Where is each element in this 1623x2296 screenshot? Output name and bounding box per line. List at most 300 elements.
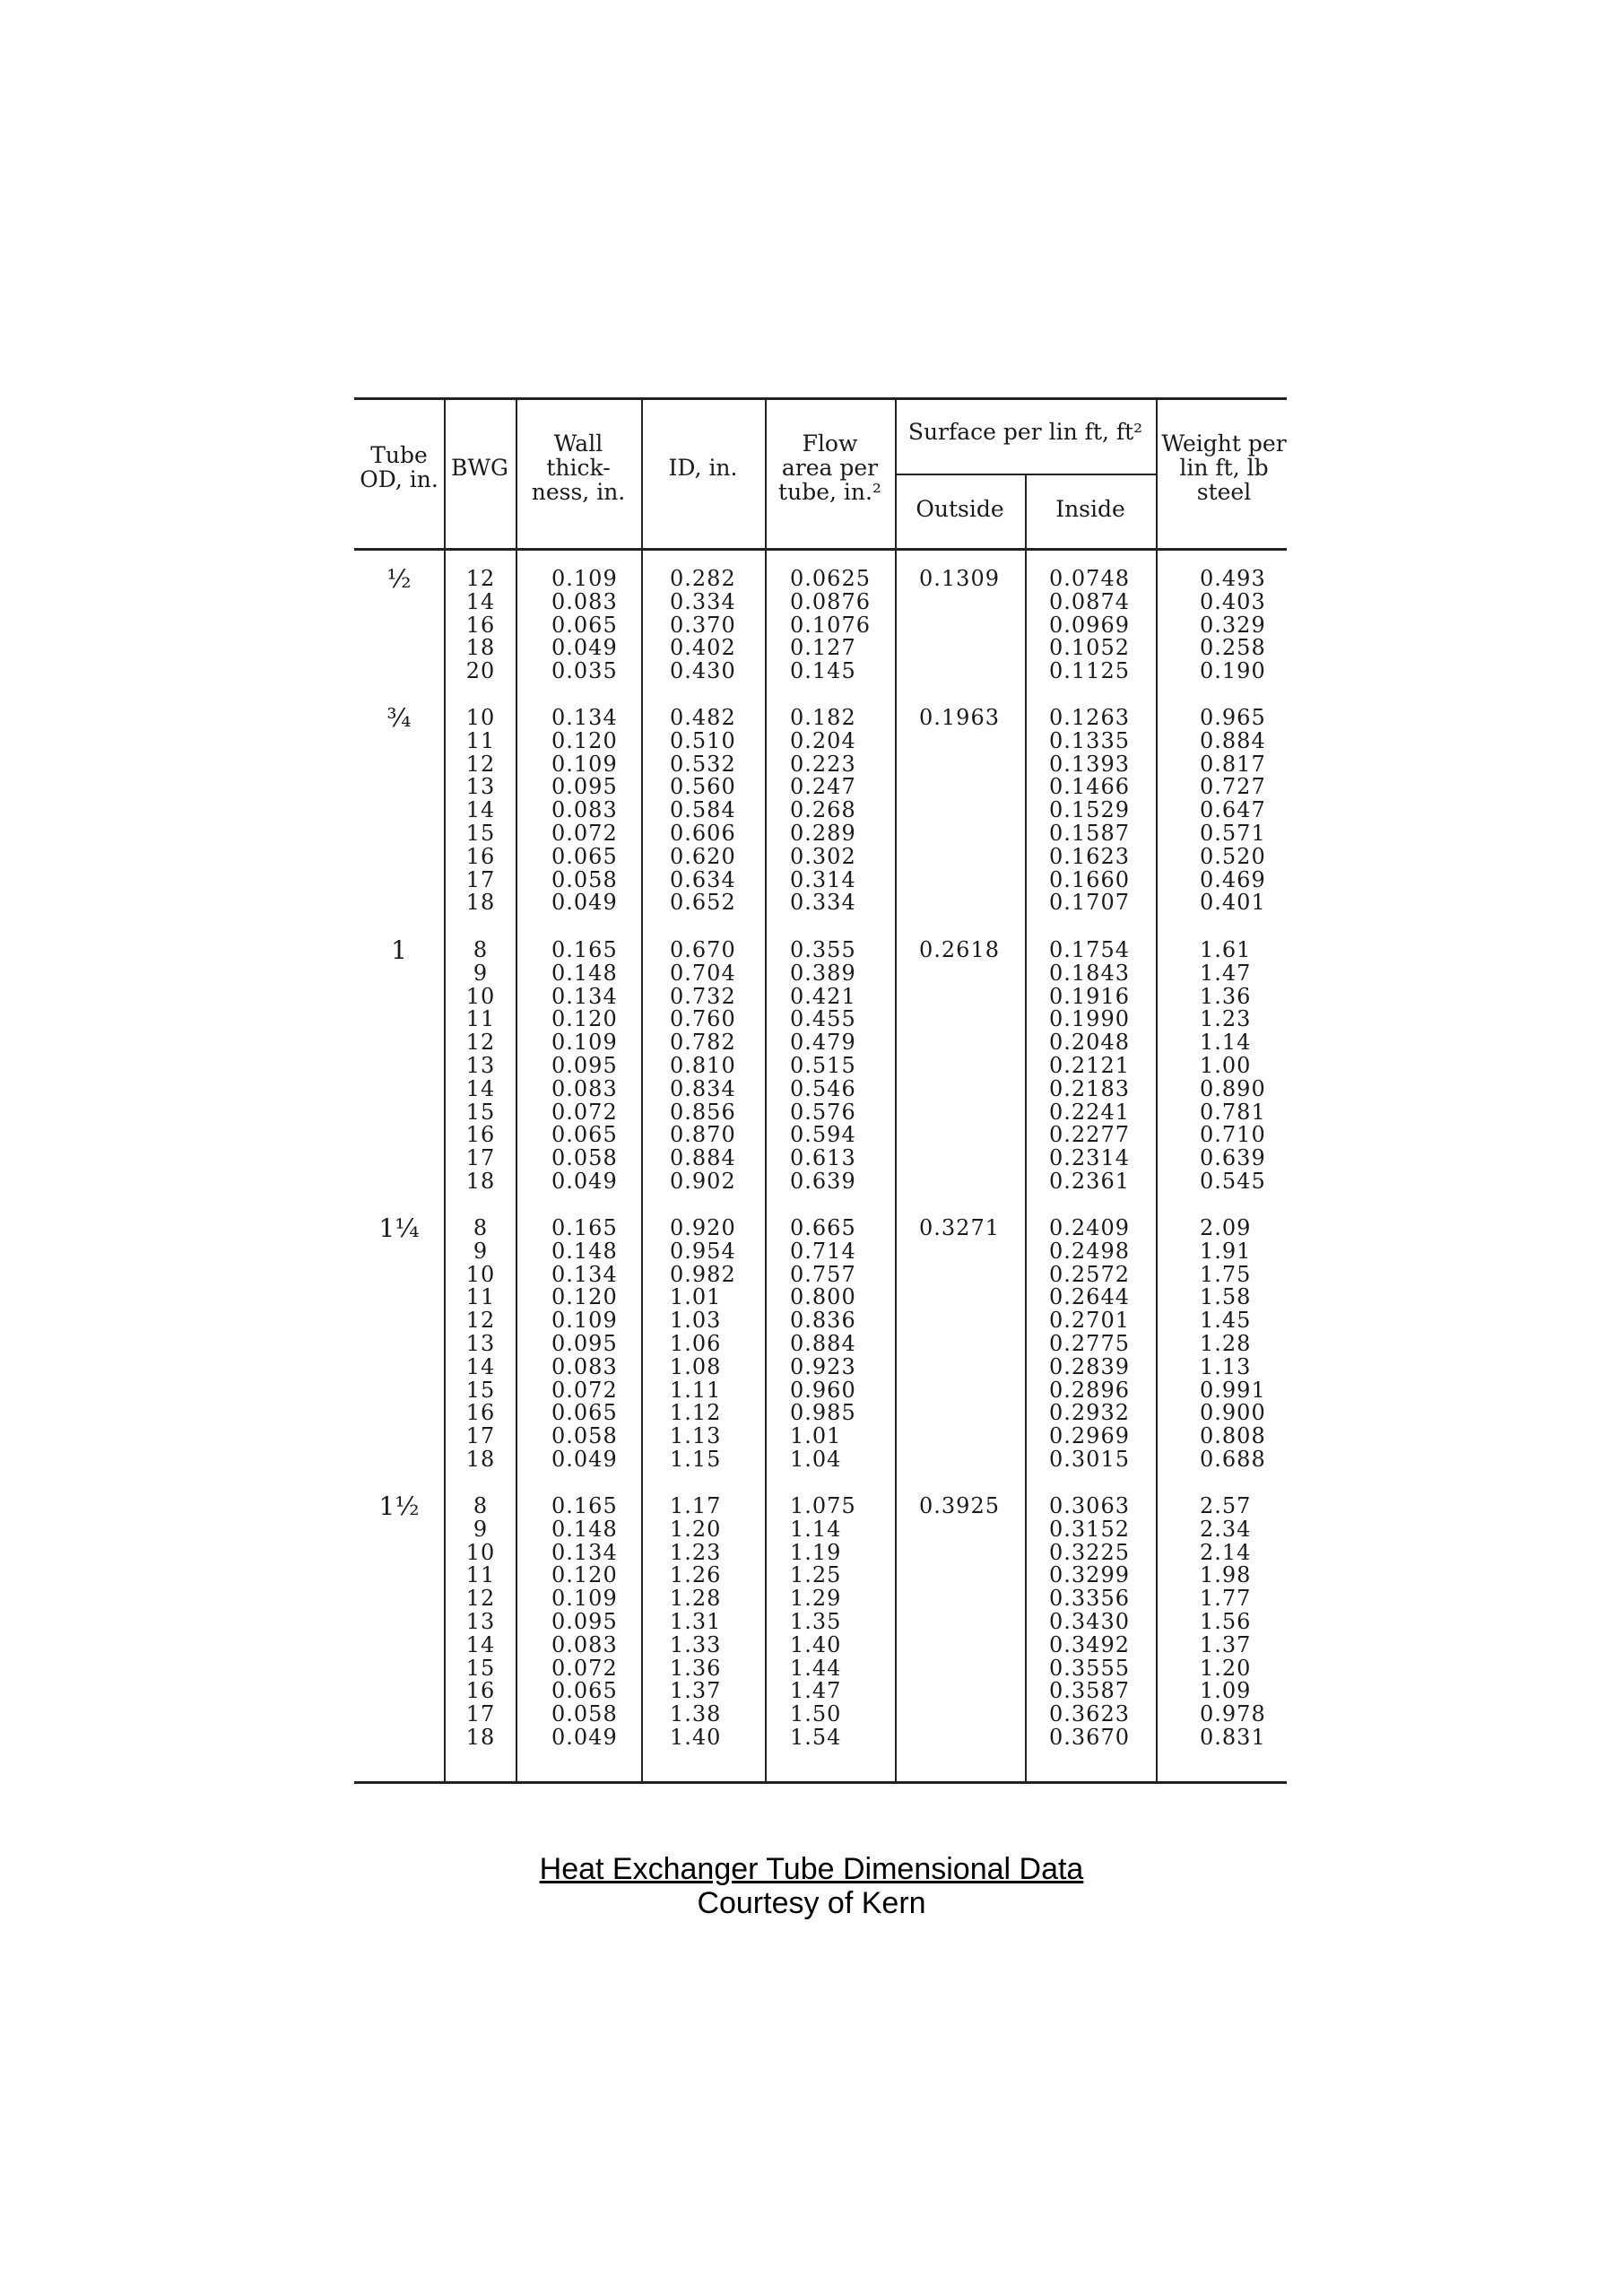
flow-area-column — [790, 568, 898, 683]
table-cell: 13 — [465, 1330, 496, 1356]
outside-surface-cell — [919, 1217, 1027, 1240]
table-cell: 0.083 — [551, 797, 618, 823]
table-cell: 0.1963 — [919, 705, 1000, 730]
table-cell: 0.647 — [1200, 797, 1266, 823]
table-cell: 0.606 — [670, 820, 736, 846]
table-cell: 0.401 — [1200, 890, 1266, 916]
table-cell: 0.329 — [1200, 612, 1266, 638]
table-cell: 1.36 — [670, 1655, 722, 1681]
table-cell: 10 — [465, 705, 496, 730]
table-cell: 0.049 — [551, 1724, 618, 1750]
table-cell: 0.1707 — [1049, 890, 1130, 916]
table-cell: 1.23 — [1200, 1006, 1252, 1032]
table-cell: 16 — [465, 1678, 496, 1704]
table-cell: 15 — [465, 820, 496, 846]
table-cell: 0.109 — [551, 1308, 618, 1334]
table-cell: 9 — [473, 1516, 489, 1542]
table-cell: 0.095 — [551, 1608, 618, 1634]
table-cell: 0.134 — [551, 1539, 618, 1565]
table-cell: 0.652 — [670, 890, 736, 916]
table-cell: 0.613 — [790, 1145, 856, 1171]
table-cell: 0.268 — [790, 797, 856, 823]
table-cell: 14 — [465, 1353, 496, 1379]
table-cell: 0.532 — [670, 751, 736, 777]
bwg-column — [448, 1495, 513, 1750]
table-cell: 0.634 — [670, 866, 736, 892]
table-cell: 0.455 — [790, 1006, 856, 1032]
table-cell: 0.430 — [670, 658, 736, 684]
table-cell: 0.902 — [670, 1168, 736, 1194]
table-cell: 14 — [465, 797, 496, 823]
outside-surface-cell — [919, 1495, 1027, 1518]
table-cell: 0.560 — [670, 774, 736, 800]
table-cell: 0.710 — [1200, 1122, 1266, 1148]
table-cell: 0.884 — [1200, 727, 1266, 753]
table-cell: 0.3492 — [1049, 1631, 1130, 1657]
table-cell: 0.1843 — [1049, 960, 1130, 986]
inside-surface-column — [1049, 568, 1157, 683]
table-cell: 2.34 — [1200, 1516, 1252, 1542]
table-cell: 1.01 — [790, 1423, 842, 1449]
table-cell: 1.61 — [1200, 937, 1252, 962]
table-cell: 0.856 — [670, 1099, 736, 1125]
table-cell: 0.134 — [551, 983, 618, 1009]
id-column — [670, 1495, 777, 1750]
table-cell: 1.09 — [1200, 1678, 1252, 1704]
table-cell: 1.91 — [1200, 1238, 1252, 1264]
table-cell: 0.2241 — [1049, 1099, 1130, 1125]
table-cell: 0.2409 — [1049, 1215, 1130, 1240]
wall-column — [551, 707, 659, 915]
weight-column — [1200, 1217, 1289, 1472]
wall-column — [551, 939, 659, 1194]
table-cell: 0.920 — [670, 1215, 736, 1240]
table-cell: 0.923 — [790, 1353, 856, 1379]
table-cell: 11 — [465, 1562, 496, 1588]
table-cell: 0.757 — [790, 1261, 856, 1287]
table-cell: 1.075 — [790, 1493, 856, 1518]
table-cell: 0.2277 — [1049, 1122, 1130, 1148]
column-divider — [1025, 474, 1027, 1783]
table-cell: 1.37 — [1200, 1631, 1252, 1657]
table-cell: 0.247 — [790, 774, 856, 800]
table-cell: 17 — [465, 866, 496, 892]
id-column — [670, 568, 777, 683]
table-cell: 0.0876 — [790, 588, 871, 614]
table-cell: 1.01 — [670, 1284, 722, 1310]
table-cell: 0.2775 — [1049, 1330, 1130, 1356]
table-cell: 2.09 — [1200, 1215, 1252, 1240]
table-cell: 1.14 — [790, 1516, 842, 1542]
table-cell: 0.782 — [670, 1030, 736, 1056]
table-cell: 0.2572 — [1049, 1261, 1130, 1287]
table-cell: 0.302 — [790, 843, 856, 869]
table-cell: 0.165 — [551, 1493, 618, 1518]
table-cell: 0.120 — [551, 1562, 618, 1588]
caption-title-text: Heat Exchanger Tube Dimensional Data — [539, 1852, 1084, 1886]
table-cell: 16 — [465, 843, 496, 869]
table-cell: 0.571 — [1200, 820, 1266, 846]
table-cell: 0.083 — [551, 1353, 618, 1379]
table-cell: 0.479 — [790, 1030, 856, 1056]
table-cell: 0.1076 — [790, 612, 871, 638]
table-cell: 0.2183 — [1049, 1075, 1130, 1101]
tube-od-cell: 1 — [391, 935, 407, 965]
table-cell: 0.145 — [790, 658, 856, 684]
table-cell: 1.25 — [790, 1562, 842, 1588]
table-cell: 0.2498 — [1049, 1238, 1130, 1264]
table-cell: 18 — [465, 635, 496, 661]
inside-surface-column — [1049, 707, 1157, 915]
table-cell: 0.065 — [551, 1122, 618, 1148]
table-cell: 1.08 — [670, 1353, 722, 1379]
table-cell: 10 — [465, 1261, 496, 1287]
table-cell: 1.36 — [1200, 983, 1252, 1009]
table-cell: 8 — [473, 937, 489, 962]
tube-od-cell: 1¼ — [378, 1213, 420, 1243]
table-cell: 15 — [465, 1655, 496, 1681]
table-cell: 0.049 — [551, 1446, 618, 1472]
table-cell: 0.808 — [1200, 1423, 1266, 1449]
caption-credit: Courtesy of Kern — [697, 1886, 926, 1920]
table-cell: 0.109 — [551, 1586, 618, 1612]
id-column — [670, 939, 777, 1194]
table-cell: 0.370 — [670, 612, 736, 638]
table-cell: 0.639 — [1200, 1145, 1266, 1171]
table-cell: 2.14 — [1200, 1539, 1252, 1565]
table-cell: 0.3356 — [1049, 1586, 1130, 1612]
table-cell: 0.3623 — [1049, 1701, 1130, 1727]
table-cell: 0.991 — [1200, 1377, 1266, 1403]
table-cell: 0.258 — [1200, 635, 1266, 661]
table-cell: 0.670 — [670, 937, 736, 962]
table-cell: 0.065 — [551, 612, 618, 638]
table-cell: 16 — [465, 1122, 496, 1148]
table-cell: 12 — [465, 751, 496, 777]
header-tube-od: Tube OD, in. — [360, 442, 438, 492]
table-cell: 0.065 — [551, 1678, 618, 1704]
table-cell: 0.0874 — [1049, 588, 1130, 614]
table-cell: 1.15 — [670, 1446, 722, 1472]
table-cell: 0.095 — [551, 774, 618, 800]
table-cell: 0.810 — [670, 1052, 736, 1078]
table-cell: 0.421 — [790, 983, 856, 1009]
table-cell: 0.120 — [551, 1006, 618, 1032]
weight-column — [1200, 568, 1289, 683]
table-cell: 1.03 — [670, 1308, 722, 1334]
outside-surface-cell — [919, 568, 1027, 591]
table-cell: 0.1660 — [1049, 866, 1130, 892]
table-cell: 0.289 — [790, 820, 856, 846]
table-cell: 13 — [465, 774, 496, 800]
table-cell: 0.985 — [790, 1400, 856, 1426]
table-cell: 1.54 — [790, 1724, 842, 1750]
table-cell: 0.204 — [790, 727, 856, 753]
table-cell: 0.072 — [551, 820, 618, 846]
table-cell: 17 — [465, 1701, 496, 1727]
tube-od-cell: 1½ — [378, 1492, 420, 1521]
table-cell: 11 — [465, 727, 496, 753]
table-cell: 0.2701 — [1049, 1308, 1130, 1334]
table-cell: 0.083 — [551, 1075, 618, 1101]
table-cell: 0.545 — [1200, 1168, 1266, 1194]
table-cell: 0.2969 — [1049, 1423, 1130, 1449]
table-cell: 0.594 — [790, 1122, 856, 1148]
table-cell: 1.20 — [1200, 1655, 1252, 1681]
table-cell: 1.50 — [790, 1701, 842, 1727]
column-divider — [516, 397, 517, 1783]
table-cell: 10 — [465, 1539, 496, 1565]
table-cell: 0.1466 — [1049, 774, 1130, 800]
table-cell: 0.355 — [790, 937, 856, 962]
table-cell: 0.884 — [790, 1330, 856, 1356]
table-cell: 0.3299 — [1049, 1562, 1130, 1588]
table-cell: 0.978 — [1200, 1701, 1266, 1727]
table-cell: 0.3430 — [1049, 1608, 1130, 1634]
weight-column — [1200, 707, 1289, 915]
table-cell: 0.1052 — [1049, 635, 1130, 661]
table-cell: 1.20 — [670, 1516, 722, 1542]
table-cell: 0.546 — [790, 1075, 856, 1101]
table-cell: 0.576 — [790, 1099, 856, 1125]
table-cell: 0.134 — [551, 705, 618, 730]
table-cell: 0.109 — [551, 1030, 618, 1056]
table-cell: 0.058 — [551, 866, 618, 892]
flow-area-column — [790, 1495, 898, 1750]
table-cell: 0.2839 — [1049, 1353, 1130, 1379]
table-cell: 0.510 — [670, 727, 736, 753]
table-cell: 0.1587 — [1049, 820, 1130, 846]
weight-column — [1200, 1495, 1289, 1750]
table-cell: 15 — [465, 1377, 496, 1403]
wall-column — [551, 1495, 659, 1750]
inside-surface-column — [1049, 1495, 1157, 1750]
table-cell: 1.31 — [670, 1608, 722, 1634]
table-cell: 2.57 — [1200, 1493, 1252, 1518]
table-cell: 0.2644 — [1049, 1284, 1130, 1310]
table-cell: 0.493 — [1200, 566, 1266, 591]
table-cell: 0.2932 — [1049, 1400, 1130, 1426]
table-cell: 0.1754 — [1049, 937, 1130, 962]
inside-surface-column — [1049, 939, 1157, 1194]
table-cell: 0.3063 — [1049, 1493, 1130, 1518]
table-cell: 0.714 — [790, 1238, 856, 1264]
table-cell: 1.13 — [670, 1423, 722, 1449]
table-cell: 0.3670 — [1049, 1724, 1130, 1750]
table-cell: 0.482 — [670, 705, 736, 730]
table-cell: 1.17 — [670, 1493, 722, 1518]
table-cell: 1.06 — [670, 1330, 722, 1356]
weight-column — [1200, 939, 1289, 1194]
table-cell: 0.3225 — [1049, 1539, 1130, 1565]
table-cell: 0.836 — [790, 1308, 856, 1334]
table-cell: 20 — [465, 658, 496, 684]
table-cell: 0.095 — [551, 1052, 618, 1078]
table-cell: 0.148 — [551, 1516, 618, 1542]
table-cell: 0.1916 — [1049, 983, 1130, 1009]
table-cell: 0.127 — [790, 635, 856, 661]
table-cell: 0.134 — [551, 1261, 618, 1287]
table-cell: 1.44 — [790, 1655, 842, 1681]
table-cell: 0.403 — [1200, 588, 1266, 614]
table-cell: 0.469 — [1200, 866, 1266, 892]
table-cell: 1.98 — [1200, 1562, 1252, 1588]
table-cell: 0.704 — [670, 960, 736, 986]
table-cell: 0.884 — [670, 1145, 736, 1171]
table-cell: 0.049 — [551, 890, 618, 916]
table-cell: 17 — [465, 1423, 496, 1449]
bwg-column — [448, 939, 513, 1194]
table-cell: 0.049 — [551, 635, 618, 661]
table-cell: 0.148 — [551, 1238, 618, 1264]
flow-area-column — [790, 939, 898, 1194]
table-cell: 11 — [465, 1284, 496, 1310]
table-cell: 1.45 — [1200, 1308, 1252, 1334]
table-cell: 0.620 — [670, 843, 736, 869]
table-cell: 1.38 — [670, 1701, 722, 1727]
table-cell: 0.870 — [670, 1122, 736, 1148]
outside-surface-cell — [919, 939, 1027, 962]
table-cell: 0.389 — [790, 960, 856, 986]
table-cell: 13 — [465, 1052, 496, 1078]
table-cell: 0.2361 — [1049, 1168, 1130, 1194]
table-cell: 0.109 — [551, 566, 618, 591]
table-cell: 0.035 — [551, 658, 618, 684]
tube-od-cell: ½ — [386, 564, 412, 594]
table-cell: 16 — [465, 612, 496, 638]
table-cell: 0.831 — [1200, 1724, 1266, 1750]
table-cell: 0.058 — [551, 1423, 618, 1449]
table-cell: 0.0748 — [1049, 566, 1130, 591]
header-id: ID, in. — [668, 455, 738, 481]
table-cell: 0.083 — [551, 1631, 618, 1657]
inside-surface-column — [1049, 1217, 1157, 1472]
table-cell: 0.727 — [1200, 774, 1266, 800]
table-cell: 0.095 — [551, 1330, 618, 1356]
header-outside: Outside — [916, 496, 1004, 522]
header-weight: Weight per lin ft, lb steel — [1161, 430, 1287, 505]
outside-surface-cell — [919, 707, 1027, 730]
table-cell: 12 — [465, 566, 496, 591]
table-cell: 1.23 — [670, 1539, 722, 1565]
table-cell: 0.515 — [790, 1052, 856, 1078]
table-cell: 0.960 — [790, 1377, 856, 1403]
table-cell: 12 — [465, 1030, 496, 1056]
table-cell: 1.28 — [1200, 1330, 1252, 1356]
table-cell: 18 — [465, 1168, 496, 1194]
table-cell: 0.334 — [670, 588, 736, 614]
table-cell: 1.47 — [790, 1678, 842, 1704]
table-cell: 0.584 — [670, 797, 736, 823]
table-cell: 0.282 — [670, 566, 736, 591]
bwg-column — [448, 1217, 513, 1472]
bwg-column — [448, 568, 513, 683]
table-cell: 8 — [473, 1493, 489, 1518]
table-cell: 0.1125 — [1049, 658, 1130, 684]
table-cell: 18 — [465, 1446, 496, 1472]
table-cell: 0.065 — [551, 843, 618, 869]
table-cell: 0.314 — [790, 866, 856, 892]
column-divider — [444, 397, 446, 1783]
table-cell: 0.817 — [1200, 751, 1266, 777]
table-cell: 1.47 — [1200, 960, 1252, 986]
table-cell: 14 — [465, 1631, 496, 1657]
table-cell: 0.402 — [670, 635, 736, 661]
table-cell: 0.3152 — [1049, 1516, 1130, 1542]
table-cell: 0.639 — [790, 1168, 856, 1194]
table-cell: 0.2048 — [1049, 1030, 1130, 1056]
table-cell: 0.1309 — [919, 566, 1000, 591]
table-cell: 0.2121 — [1049, 1052, 1130, 1078]
table-cell: 0.2314 — [1049, 1145, 1130, 1171]
table-cell: 1.00 — [1200, 1052, 1252, 1078]
tube-od-cell: ¾ — [386, 703, 412, 733]
header-bwg: BWG — [450, 455, 509, 481]
table-cell: 1.04 — [790, 1446, 842, 1472]
table-cell: 0.965 — [1200, 705, 1266, 730]
table-cell: 0.0969 — [1049, 612, 1130, 638]
table-cell: 0.732 — [670, 983, 736, 1009]
table-cell: 12 — [465, 1586, 496, 1612]
table-cell: 1.56 — [1200, 1608, 1252, 1634]
table-cell: 0.223 — [790, 751, 856, 777]
table-cell: 0.3015 — [1049, 1446, 1130, 1472]
table-cell: 0.072 — [551, 1377, 618, 1403]
table-cell: 0.2896 — [1049, 1377, 1130, 1403]
table-cell: 0.072 — [551, 1099, 618, 1125]
table-cell: 0.072 — [551, 1655, 618, 1681]
table-cell: 0.120 — [551, 1284, 618, 1310]
wall-column — [551, 568, 659, 683]
table-cell: 0.334 — [790, 890, 856, 916]
header-bottom-rule — [354, 548, 1287, 551]
table-cell: 14 — [465, 1075, 496, 1101]
header-inside: Inside — [1055, 496, 1125, 522]
table-cell: 1.13 — [1200, 1353, 1252, 1379]
table-cell: 1.33 — [670, 1631, 722, 1657]
table-cell: 0.890 — [1200, 1075, 1266, 1101]
table-cell: 0.3271 — [919, 1215, 1000, 1240]
table-cell: 17 — [465, 1145, 496, 1171]
table-cell: 1.75 — [1200, 1261, 1252, 1287]
table-cell: 0.165 — [551, 1215, 618, 1240]
caption-title — [0, 1852, 1623, 1886]
table-cell: 0.190 — [1200, 658, 1266, 684]
table-cell: 1.40 — [670, 1724, 722, 1750]
table-cell: 1.37 — [670, 1678, 722, 1704]
table-cell: 0.1335 — [1049, 727, 1130, 753]
header-flow-area: Flow area per tube, in.² — [778, 430, 881, 505]
table-cell: 1.29 — [790, 1586, 842, 1612]
table-cell: 1.28 — [670, 1586, 722, 1612]
table-cell: 1.11 — [670, 1377, 722, 1403]
table-cell: 13 — [465, 1608, 496, 1634]
table-cell: 11 — [465, 1006, 496, 1032]
table-cell: 0.688 — [1200, 1446, 1266, 1472]
table-cell: 1.19 — [790, 1539, 842, 1565]
table-cell: 0.058 — [551, 1701, 618, 1727]
table-cell: 0.834 — [670, 1075, 736, 1101]
id-column — [670, 1217, 777, 1472]
table-cell: 1.77 — [1200, 1586, 1252, 1612]
table-cell: 0.1623 — [1049, 843, 1130, 869]
table-cell: 0.120 — [551, 727, 618, 753]
table-cell: 1.35 — [790, 1608, 842, 1634]
table-cell: 0.058 — [551, 1145, 618, 1171]
table-cell: 8 — [473, 1215, 489, 1240]
table-cell: 0.2618 — [919, 937, 1000, 962]
table-cell: 0.083 — [551, 588, 618, 614]
